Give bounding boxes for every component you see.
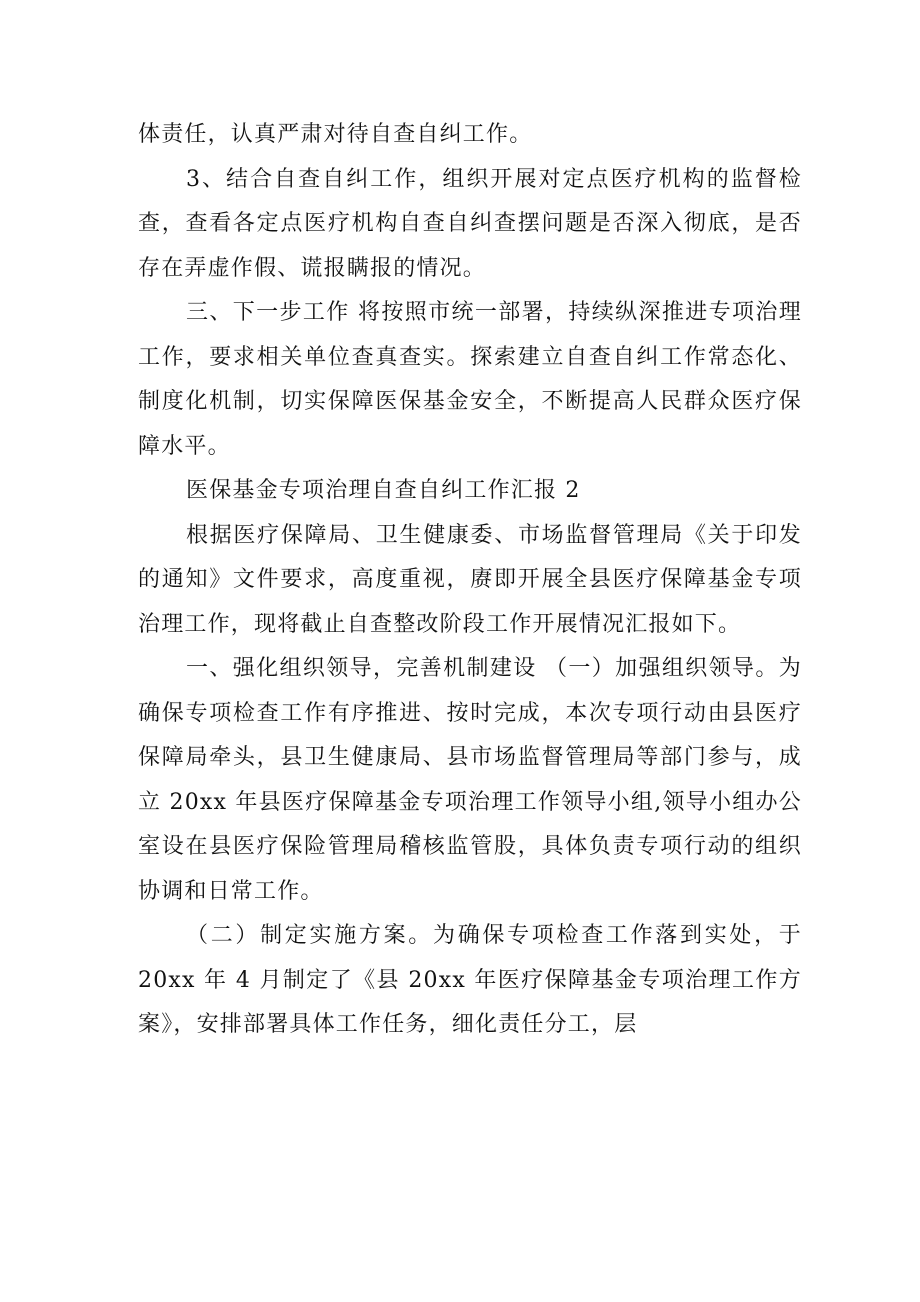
paragraph-implementation-plan: （二）制定实施方案。为确保专项检查工作落到实处，于 20xx 年 4 月制定了《县 20xx 年医疗保障基金专项治理工作方案》，安排部署具体工作任务，细化责任分工，层 <box>138 923 802 1037</box>
document-body <box>138 113 802 1048</box>
paragraph-next-steps: 三、下一步工作 将按照市统一部署，持续纵深推进专项治理工作，要求相关单位查真查实。探索建立自查自纠工作常态化、制度化机制，切实保障医保基金安全，不断提高人民群众医疗保障水平。 <box>138 300 802 459</box>
paragraph-item-3: 3、结合自查自纠工作，组织开展对定点医疗机构的监督检查，查看各定点医疗机构自查自纠查摆问题是否深入彻底，是否存在弄虚作假、谎报瞒报的情况。 <box>138 166 802 281</box>
paragraph-continuation: 体责任，认真严肃对待自查自纠工作。 <box>138 122 533 147</box>
paragraph-intro: 根据医疗保障局、卫生健康委、市场监督管理局《关于印发的通知》文件要求，高度重视，赓即开展全县医疗保障基金专项治理工作，现将截止自查整改阶段工作开展情况汇报如下。 <box>138 522 802 637</box>
section-title-report-2: 医保基金专项治理自查自纠工作汇报 2 <box>186 478 581 503</box>
paragraph-organization: 一、强化组织领导，完善机制建设 （一）加强组织领导。为确保专项检查工作有序推进、按时完成，本次专项行动由县医疗保障局牵头，县卫生健康局、县市场监督管理局等部门参与，成立 20xx 年县医疗保障基金专项治理工作领导小组,领导小组办公室设在县医疗保险管理局稽核监管股，具体负责专项行动的组织协调和日常工作。 <box>138 656 802 904</box>
